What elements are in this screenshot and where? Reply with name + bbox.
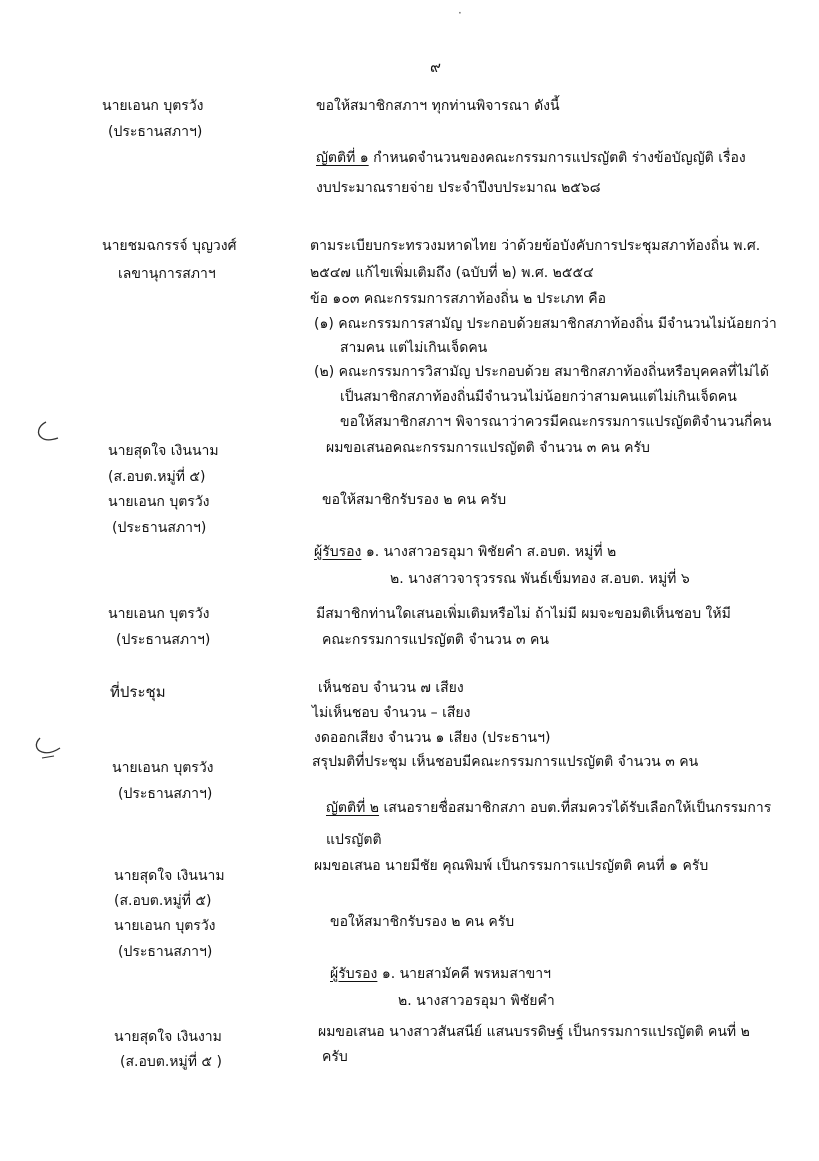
speaker-role: (ประธานสภาฯ): [118, 786, 213, 802]
body-line: ขอให้สมาชิกรับรอง ๒ คน ครับ: [322, 492, 507, 508]
body-line: (๑) คณะกรรมการสามัญ ประกอบด้วยสมาชิกสภาท้องถิ่น มีจำนวนไม่น้อยกว่า: [314, 316, 777, 332]
motion-text: กำหนดจำนวนของคณะกรรมการแปรญัตติ ร่างข้อบัญญัติ เรื่อง: [368, 150, 746, 166]
body-line: [326, 800, 771, 817]
speaker-role: (ส.อบต.หมู่ที่ ๕): [108, 469, 206, 485]
body-line: ผมขอเสนอคณะกรรมการแปรญัตติ จำนวน ๓ คน ครับ: [326, 440, 650, 456]
body-line: มีสมาชิกท่านใดเสนอเพิ่มเติมหรือไม่ ถ้าไม่มี ผมจะขอมติเห็นชอบ ให้มี: [316, 606, 731, 622]
body-line: ๒. นางสาวจารุวรรณ พันธ์เข็มทอง ส.อบต. หมู่ที่ ๖: [390, 571, 690, 587]
page-number: ๙: [430, 58, 441, 76]
body-line: ขอให้สมาชิกสภาฯ พิจารณาว่าควรมีคณะกรรมการแปรญัตติจำนวนกี่คน: [340, 414, 772, 430]
speaker-name: นายสุดใจ เงินนาม: [108, 443, 219, 459]
endorser-text: ๑. นางสาวอรอุมา พิชัยคำ ส.อบต. หมู่ที่ ๒: [361, 544, 617, 560]
body-line: สามคน แต่ไม่เกินเจ็ดคน: [340, 340, 488, 356]
speaker-name: นายชมฉกรรจ์ บุญวงศ์: [102, 238, 237, 254]
body-line: [316, 150, 746, 167]
speaker-name: นายเอนก บุตรวัง: [114, 918, 216, 934]
margin-mark-icon: [32, 420, 62, 446]
endorser-heading: ผู้รับรอง: [314, 544, 362, 560]
body-line: ๒๕๔๗ แก้ไขเพิ่มเติมถึง (ฉบับที่ ๒) พ.ศ. ๒๕๕๔: [310, 265, 594, 281]
speaker-name: ที่ประชุม: [110, 683, 166, 701]
endorser-heading: ผู้รับรอง: [330, 966, 378, 982]
speaker-role: (ส.อบต.หมู่ที่ ๕ ): [120, 1054, 222, 1070]
body-line: ตามระเบียบกระทรวงมหาดไทย ว่าด้วยข้อบังคับการประชุมสภาท้องถิ่น พ.ศ.: [310, 238, 761, 254]
vote-line: เห็นชอบ จำนวน ๗ เสียง: [318, 680, 464, 696]
motion-text: เสนอรายชื่อสมาชิกสภา อบต.ที่สมควรได้รับเลือกให้เป็นกรรมการ: [379, 800, 772, 816]
margin-mark-icon: [32, 736, 64, 766]
body-line: ขอให้สมาชิกรับรอง ๒ คน ครับ: [330, 914, 515, 930]
speaker-name: นายเอนก บุตรวัง: [108, 494, 210, 510]
body-line: ครับ: [322, 1049, 348, 1065]
body-line: ๒. นางสาวอรอุมา พิชัยคำ: [398, 993, 555, 1009]
speaker-name: นายเอนก บุตรวัง: [112, 760, 214, 776]
speaker-role: เลขานุการสภาฯ: [118, 266, 216, 282]
speaker-role: (ประธานสภาฯ): [112, 520, 207, 536]
body-line: ผมขอเสนอ นายมีชัย คุณพิมพ์ เป็นกรรมการแปรญัตติ คนที่ ๑ ครับ: [314, 858, 709, 874]
body-line: [314, 544, 616, 561]
page-dot: ·: [458, 6, 462, 20]
body-line: [330, 966, 551, 983]
vote-line: งดออกเสียง จำนวน ๑ เสียง (ประธานฯ): [314, 730, 551, 746]
motion-heading: ญัตติที่ ๒: [326, 800, 380, 816]
resolution-line: สรุปมติที่ประชุม เห็นชอบมีคณะกรรมการแปรญัตติ จำนวน ๓ คน: [312, 754, 699, 770]
speaker-name: นายสุดใจ เงินนาม: [114, 868, 225, 884]
body-line: ข้อ ๑๐๓ คณะกรรมการสภาท้องถิ่น ๒ ประเภท คือ: [310, 291, 607, 307]
speaker-role: (ประธานสภาฯ): [116, 632, 211, 648]
body-line: เป็นสมาชิกสภาท้องถิ่นมีจำนวนไม่น้อยกว่าสามคนแต่ไม่เกินเจ็ดคน: [340, 389, 737, 405]
body-line: คณะกรรมการแปรญัตติ จำนวน ๓ คน: [322, 632, 549, 648]
body-line: (๒) คณะกรรมการวิสามัญ ประกอบด้วย สมาชิกสภาท้องถิ่นหรือบุคคลที่ไม่ได้: [314, 364, 770, 380]
vote-line: ไม่เห็นชอบ จำนวน – เสียง: [312, 705, 471, 721]
speaker-name: นายเอนก บุตรวัง: [102, 98, 204, 114]
body-line: แปรญัตติ: [326, 832, 382, 848]
motion-heading: ญัตติที่ ๑: [316, 150, 369, 166]
speaker-role: (ประธานสภาฯ): [108, 124, 203, 140]
body-line: ผมขอเสนอ นางสาวสันสนีย์ แสนบรรดิษฐ์ เป็นกรรมการแปรญัตติ คนที่ ๒: [318, 1024, 750, 1040]
body-line: งบประมาณรายจ่าย ประจำปีงบประมาณ ๒๕๖๘: [316, 180, 601, 196]
speaker-role: (ส.อบต.หมู่ที่ ๕): [114, 893, 212, 909]
speaker-name: นายเอนก บุตรวัง: [108, 606, 210, 622]
speaker-name: นายสุดใจ เงินงาม: [114, 1029, 222, 1045]
endorser-text: ๑. นายสามัคคี พรหมสาขาฯ: [377, 966, 551, 982]
body-line: ขอให้สมาชิกสภาฯ ทุกท่านพิจารณา ดังนี้: [316, 98, 560, 114]
speaker-role: (ประธานสภาฯ): [118, 944, 213, 960]
